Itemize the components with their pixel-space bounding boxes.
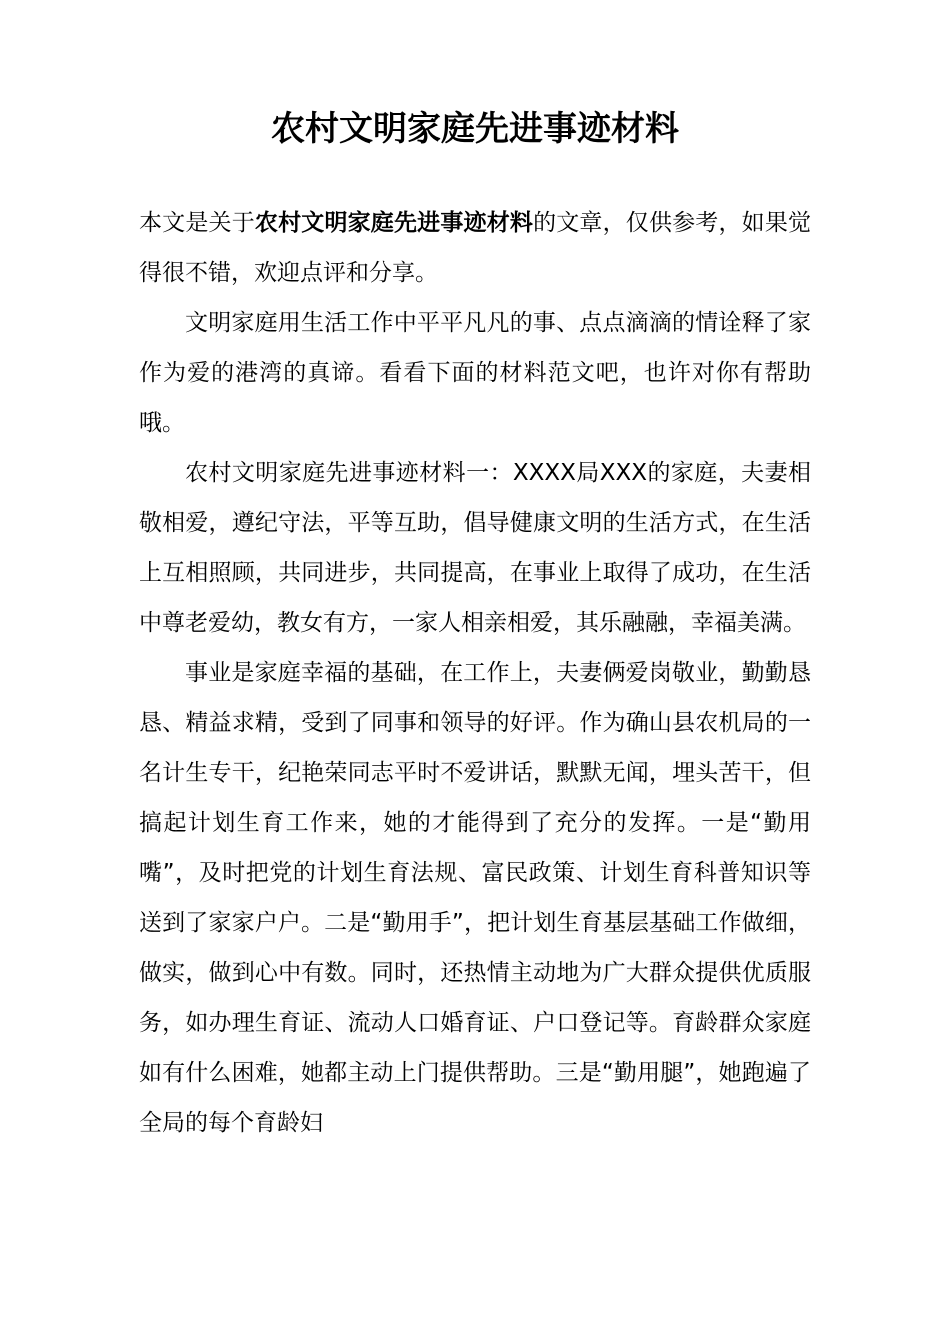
intro-paragraph (139, 198, 811, 298)
body-paragraph-1: 文明家庭用生活工作中平平凡凡的事、点点滴滴的情诠释了家作为爱的港湾的真谛。看看下面的材料范文吧，也许对你有帮助哦。 (139, 310, 811, 436)
intro-prefix: 本文是关于 (139, 210, 255, 236)
body-paragraph-3: 事业是家庭幸福的基础，在工作上，夫妻俩爱岗敬业，勤勤恳恳、精益求精，受到了同事和领导的好评。作为确山县农机局的一名计生专干，纪艳荣同志平时不爱讲话，默默无闻，埋头苦干，但搞起计划生育工作来，她的才能得到了充分的发挥。一是“勤用嘴”，及时把党的计划生育法规、富民政策、计划生育科普知识等送到了家家户户。二是“勤用手”，把计划生育基层基础工作做细，做实，做到心中有数。同时，还热情主动地为广大群众提供优质服务，如办理生育证、流动人口婚育证、户口登记等。育龄群众家庭如有什么困难，她都主动上门提供帮助。三是“勤用腿”，她跑遍了全局的每个育龄妇 (139, 660, 811, 1136)
document-body (139, 198, 811, 1148)
intro-bold-title: 农村文明家庭先进事迹材料 (254, 210, 534, 236)
intro-suffix: 的文章，仅供参考，如果觉得很不错，欢迎点评和分享。 (139, 210, 812, 286)
body-paragraph-2: 农村文明家庭先进事迹材料一：XXXX局XXX的家庭，夫妻相敬相爱，遵纪守法，平等互助，倡导健康文明的生活方式，在生活上互相照顾，共同进步，共同提高，在事业上取得了成功，在生活中尊老爱幼，教女有方，一家人相亲相爱，其乐融融，幸福美满。 (139, 460, 811, 636)
document-title: 农村文明家庭先进事迹材料 (271, 109, 679, 149)
